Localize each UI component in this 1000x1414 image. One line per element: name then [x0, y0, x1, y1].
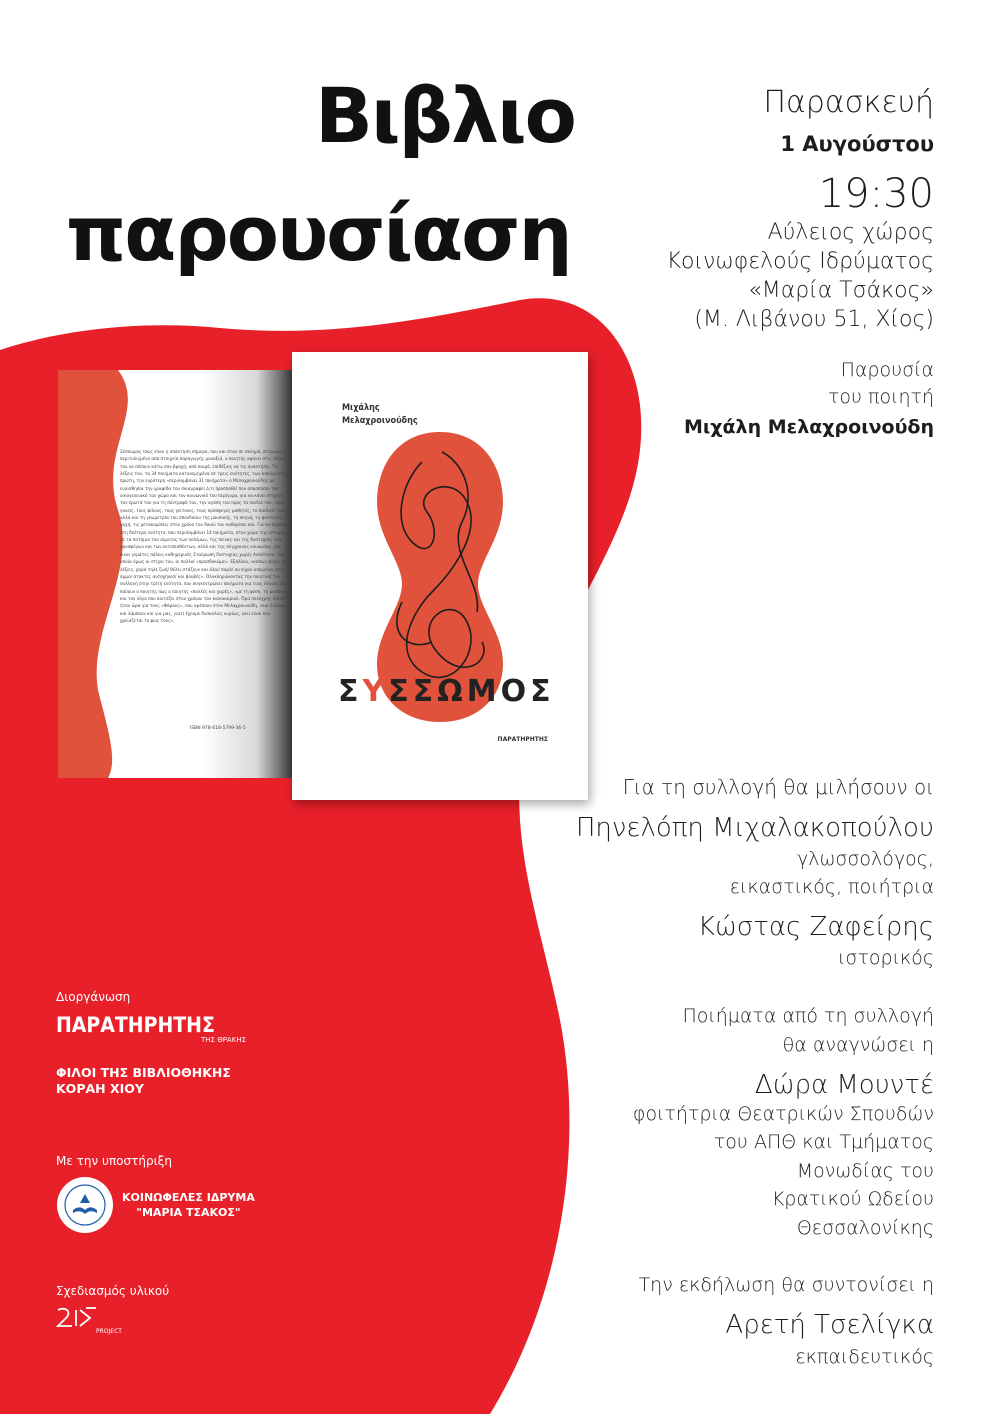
foundation-seal-icon [56, 1176, 114, 1234]
cover-title-rest: ΣΣΩΜΟΣ [388, 674, 555, 709]
event-date: 1 Αυγούστου [780, 132, 934, 156]
speakers-intro: Για τη συλλογή θα μιλήσουν οι [622, 775, 934, 799]
venue-line3: «Μαρία Τσάκος» [748, 278, 934, 303]
reading-line1: Ποιήματα από τη συλλογή [682, 1005, 934, 1027]
publisher-logo-text: ΠΑΡΑΤΗΡΗΤΗΣ [56, 1013, 215, 1037]
foundation-line1: ΚΟΙΝΩΦΕΛΕΣ ΙΔΡΥΜΑ [122, 1190, 255, 1204]
speaker1-role2: εικαστικός, ποιήτρια [729, 876, 934, 898]
cover-title-s: Σ [338, 674, 363, 709]
reader-name: Δώρα Μουντέ [754, 1070, 934, 1100]
page-title-line1: Βιβλιο [315, 71, 575, 160]
reader-role4: Κρατικού Ωδείου [771, 1188, 934, 1210]
cover-illustration [292, 352, 588, 800]
page-title-line2: παρουσίαση [66, 189, 571, 278]
friends-library [56, 1065, 231, 1098]
publisher-logo-sub: ΤΗΣ ΘΡΑΚΗΣ [201, 1036, 246, 1044]
design-logo [56, 1306, 126, 1335]
cover-publisher: ΠΑΡΑΤΗΡΗΤΗΣ [497, 736, 548, 743]
design-project-logo-icon [56, 1306, 126, 1330]
presence-line2: του ποιητή [827, 386, 934, 408]
design-label: Σχεδιασμός υλικού [56, 1284, 170, 1298]
venue-line1: Αύλειος χώρος [767, 220, 934, 245]
speaker2-name: Κώστας Ζαφείρης [697, 912, 934, 942]
moderator-role: εκπαιδευτικός [795, 1346, 934, 1368]
venue-line4: (Μ. Λιβάνου 51, Χίος) [694, 307, 934, 332]
event-time: 19:30 [818, 171, 934, 217]
reading-line2: θα αναγνώσει η [782, 1034, 934, 1056]
moderator-name: Αρετή Τσελίγκα [725, 1310, 934, 1340]
cover-author-last: Μελαχροινούδης [342, 415, 418, 426]
moderator-intro: Την εκδήλωση θα συντονίσει η [638, 1274, 934, 1296]
foundation-line2: "ΜΑΡΙΑ ΤΣΑΚΟΣ" [136, 1206, 241, 1219]
venue-line2: Κοινωφελούς Ιδρύματος [666, 249, 934, 274]
speaker1-name: Πηνελόπη Μιχαλακοπούλου [575, 813, 934, 843]
speaker1-role1: γλωσσολόγος, [796, 848, 934, 870]
organizer-label: Διοργάνωση [56, 990, 131, 1004]
design-logo-sub: PROJECT [96, 1328, 122, 1335]
reader-role5: Θεσσαλονίκης [796, 1217, 934, 1239]
isbn-text: ISBN 978-618-5799-36-5 [190, 726, 246, 731]
book-cover [292, 352, 588, 800]
back-cover-text: Σύσσωμος ίσως είναι η απάντηση σήμερα, που και όταν σε σκληρό, πετρωμένο περιτυλιγμένο από στοιχεία παραγωγής μοναξιά, ο ποιητής αφήνει στις λέξεις του να πέσουν κάτω σαν βροχή, από καιρό, επιδέξιος να τις αναστήσει. Τις λέξεις του, τα 34 ποιήματα κατανεμημένα σε τρεις ενότητες, των οποίων στην πρώτη, την ευρύτερη «περιλαμβάνει 31 ποιήματα» ο Μελαχροινούδης με ευαισθησία την γραφίδα του σκιαγραφεί ό,τι προσπαθεί που αποσπάσει τον οικογενειακό του χώρο και τον κοινωνικό του περίγυρο, για να κάνει στίχους τον έρωτά του για τη σύντροφό του, την αγάπη του προς τα παιδιά του, τους γονείς, τους φίλους, τους γείτονες, τους πρόσφυγες μαθητές, το παιδικό τους, αλλά και τη γεωμετρία του σπουδαίου της μουσικής, τη σκηνή, τη φοιτητική ψυχή, τις μετακομίσεις στον χρόνο του δικού του καθορίσει και. Για να περάσει στη δεύτερη ενότητα, που περιλαμβάνει 14 ποιήματα, στον χώρο της ιστορίας με τα ποτάμια του αίματος των πολέμων, της πείνας και της δυστυχίας των προσφύγων και των εκτοπισθέντων, αλλά και της σύγχρονης κοινωνίας, που είναι γεμάτες πόλεις καθημερινές Σταύρωση δυστυχίας χωρίς Ανάσταση, την οποία όμως οι στίχοι του, οι πολλοί «προσδοκώμε». Εξάλλου, «κάπως ψάχει σε λέξεις, χαρά τηλε ζωή/ θέλει στάζουν και όλοι/ παρά/ αν είχαν απομείνει στην άμμο/ άτακτες αντοχήνεσ/ και βουβές». Ολοκληρώνοντας την ποιητική του συλλογή στην τρίτη ενότητα, που συγκεντρώνει ποιήματα για τους λόγους που παύουν ο ποιητής πως ο ποιητής «πολλές και χαρές», «με τη φύση, τη μουσική» και τον λόγο που κοιτάζει στου χρόνου του καλοκαιριού. Όρα πολύχρης λοιπόν, ήταν ώρα για τους «Φάρους», που αρέσουν στον Μελαχροινούδη, «και έλλειψη και λάμπουν και για μας, γιατί έχουμε δυσκολίες κυρίως, εκεί είναι που χρειάζεται το φως τους». [120, 449, 290, 623]
poet-name: Μιχάλη Μελαχροινούδη [683, 416, 934, 438]
speaker2-role: ιστορικός [838, 947, 934, 969]
reader-role3: Μονωδίας του [796, 1160, 934, 1182]
reader-role2: του ΑΠΘ και Τμήματος [713, 1131, 934, 1153]
reader-role1: φοιτήτρια Θεατρικών Σπουδών [632, 1103, 934, 1125]
cover-title-y: Υ [362, 674, 389, 709]
cover-author-first: Μιχάλης [342, 403, 380, 413]
friends-line2: ΚΟΡΑΗ ΧΙΟΥ [56, 1081, 144, 1097]
publisher-logo [56, 1015, 246, 1044]
cover-title [338, 674, 555, 709]
friends-line1: ΦΙΛΟΙ ΤΗΣ ΒΙΒΛΙΟΘΗΚΗΣ [56, 1065, 231, 1080]
foundation-name [122, 1190, 255, 1221]
foundation-logo [56, 1176, 255, 1234]
support-label: Με την υποστήριξη [56, 1154, 172, 1168]
event-day: Παρασκευή [763, 85, 934, 120]
presence-line1: Παρουσία [840, 359, 934, 381]
